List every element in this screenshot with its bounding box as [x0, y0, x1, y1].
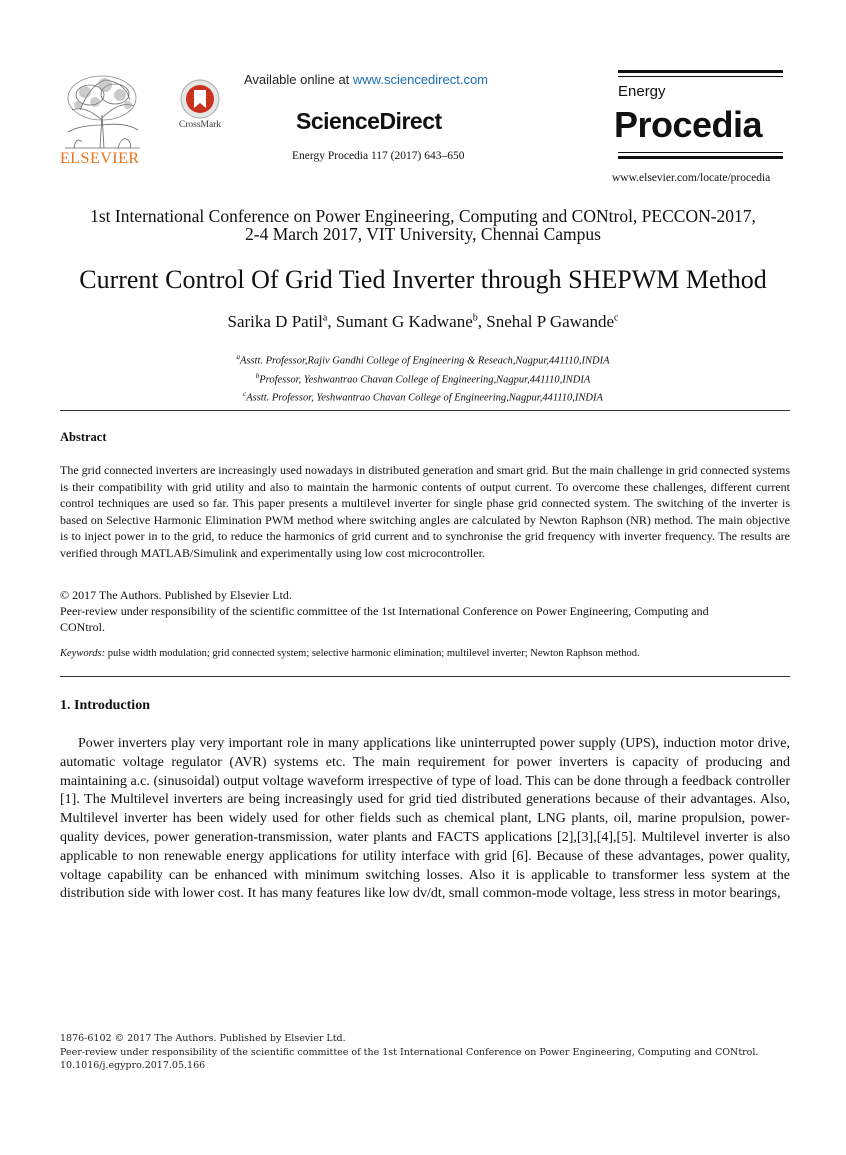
available-online [244, 72, 488, 87]
affiliation [40, 369, 806, 388]
affiliation-sup: a [236, 353, 240, 361]
abstract-heading: Abstract [60, 430, 107, 444]
procedia-wordmark: Procedia [614, 104, 763, 145]
sciencedirect-link[interactable]: www.sciencedirect.com [352, 72, 489, 87]
affiliation-sup: b [255, 371, 260, 380]
introduction-body: Power inverters play very important role in many applications like uninterrupted power supply (UPS), induction motor drive, automatic voltage regulator (AVR) systems etc. The main requirement for power inverters is capacity of producing and maintaining a.c. (sinusoidal) output voltage waveform irrespective of type of load. This can be done through a feedback controller [1]. The Multilevel inverters are being increasingly used for grid tied distributed generations because of their advantages. Also, Multilevel inverter has been widely used for other fields such as chemical plant, LNG plants, oil, marine propulsion, power-quality devices, power generation-transmission, water plants and FACTS applications [2],[3],[4],[5]. Multilevel inverter is also applicable to non renewable energy applications for utility interface with grid [6]. Because of these advantages, power quality, voltage capability can be enhanced with minimum switching losses. Also it is applicable to transformer less system at the distribution side with lower cost. It has many features like low dv/dt, small common-mode voltage, less stress in motor bearings, [60, 736, 790, 902]
divider [60, 410, 790, 411]
affiliation-text: Asstt. Professor,Rajiv Gandhi College of Engineering & Reseach,Nagpur,441110,INDIA [239, 355, 610, 367]
author-sup: c [614, 312, 619, 324]
paper-title: Current Control Of Grid Tied Inverter through SHEPWM Method [79, 265, 767, 294]
affiliation-text: Asstt. Professor, Yeshwantrao Chavan College of Engineering,Nagpur,441110,INDIA [246, 392, 603, 404]
author-name: Sumant G Kadwane [335, 312, 473, 331]
page-footer [60, 1032, 790, 1073]
procedia-rule [618, 156, 783, 159]
crossmark-label: CrossMark [178, 120, 222, 130]
footer-peer-review: Peer-review under responsibility of the scientific committee of the 1st International Conference on Power Engineering, Computing and CONtrol. [60, 1046, 759, 1058]
affiliation [40, 350, 806, 369]
journal-reference: Energy Procedia 117 (2017) 643–650 [292, 150, 465, 162]
divider [60, 676, 790, 677]
author-name: Snehal P Gawande [486, 312, 615, 331]
journal-url[interactable]: www.elsevier.com/locate/procedia [612, 172, 771, 184]
affiliations [40, 350, 806, 406]
affiliation-text: Professor, Yeshwantrao Chavan College of Engineering,Nagpur,441110,INDIA [259, 374, 591, 385]
copyright-block [60, 587, 790, 635]
affiliation [40, 387, 806, 406]
conference-info [40, 207, 806, 243]
copyright-line: © 2017 The Authors. Published by Elsevier Ltd. [60, 588, 292, 602]
procedia-rule [618, 76, 783, 77]
procedia-rule [618, 70, 783, 73]
author-sup: b [472, 312, 478, 324]
elsevier-wordmark: ELSEVIER [60, 150, 140, 167]
footer-issn: 1876-6102 © 2017 The Authors. Published by Elsevier Ltd. [60, 1033, 346, 1044]
abstract-body: The grid connected inverters are increasingly used nowadays in distributed generation and smart grid. But the main challenge in grid connected systems is their compatibility with grid utility and also to maintain the harmonic contents of output current. To overcome these challenges, different current control techniques are used so far. This paper presents a multilevel inverter for single phase grid connected system. The switching of the inverter is based on Selective Harmonic Elimination PWM method where switching angles are calculated by Newton Raphson (NR) method. The main objective is to inject power in to the grid, to reduce the harmonics of grid current and to synchronise the grid frequency with inverter frequency. The results are verified through MATLAB/Simulink and experimentally using low cost microcontroller. [60, 463, 790, 560]
author-name: Sarika D Patil [227, 312, 323, 331]
energy-word: Energy [618, 83, 666, 100]
peer-review-line: Peer-review under responsibility of the scientific committee of the 1st International Conference on Power Engineering, Computing and CONtrol. [60, 604, 709, 634]
available-prefix: Available online at [244, 72, 353, 87]
section-heading: 1. Introduction [60, 698, 150, 713]
keywords-label: Keywords: [60, 648, 106, 659]
crossmark-icon[interactable] [172, 78, 228, 120]
footer-doi[interactable]: 10.1016/j.egypro.2017.05.166 [60, 1060, 206, 1071]
keywords [60, 648, 790, 659]
conference-line-1: 1st International Conference on Power Engineering, Computing and CONtrol, PECCON-2017, [90, 206, 756, 226]
affiliation-sup: c [243, 390, 247, 398]
author-list: Sarika D Patil$^a$, Sumant G Kadwane$^b$, Snehal P Gawande$^c$ [227, 312, 619, 331]
conference-line-2: 2-4 March 2017, VIT University, Chennai Campus [245, 224, 601, 244]
keywords-text: pulse width modulation; grid connected system; selective harmonic elimination; multilevel inverter; Newton Raphson method. [105, 648, 640, 659]
author-sup: a [322, 312, 328, 324]
procedia-rule [618, 152, 783, 153]
sciencedirect-wordmark: ScienceDirect [296, 108, 442, 134]
